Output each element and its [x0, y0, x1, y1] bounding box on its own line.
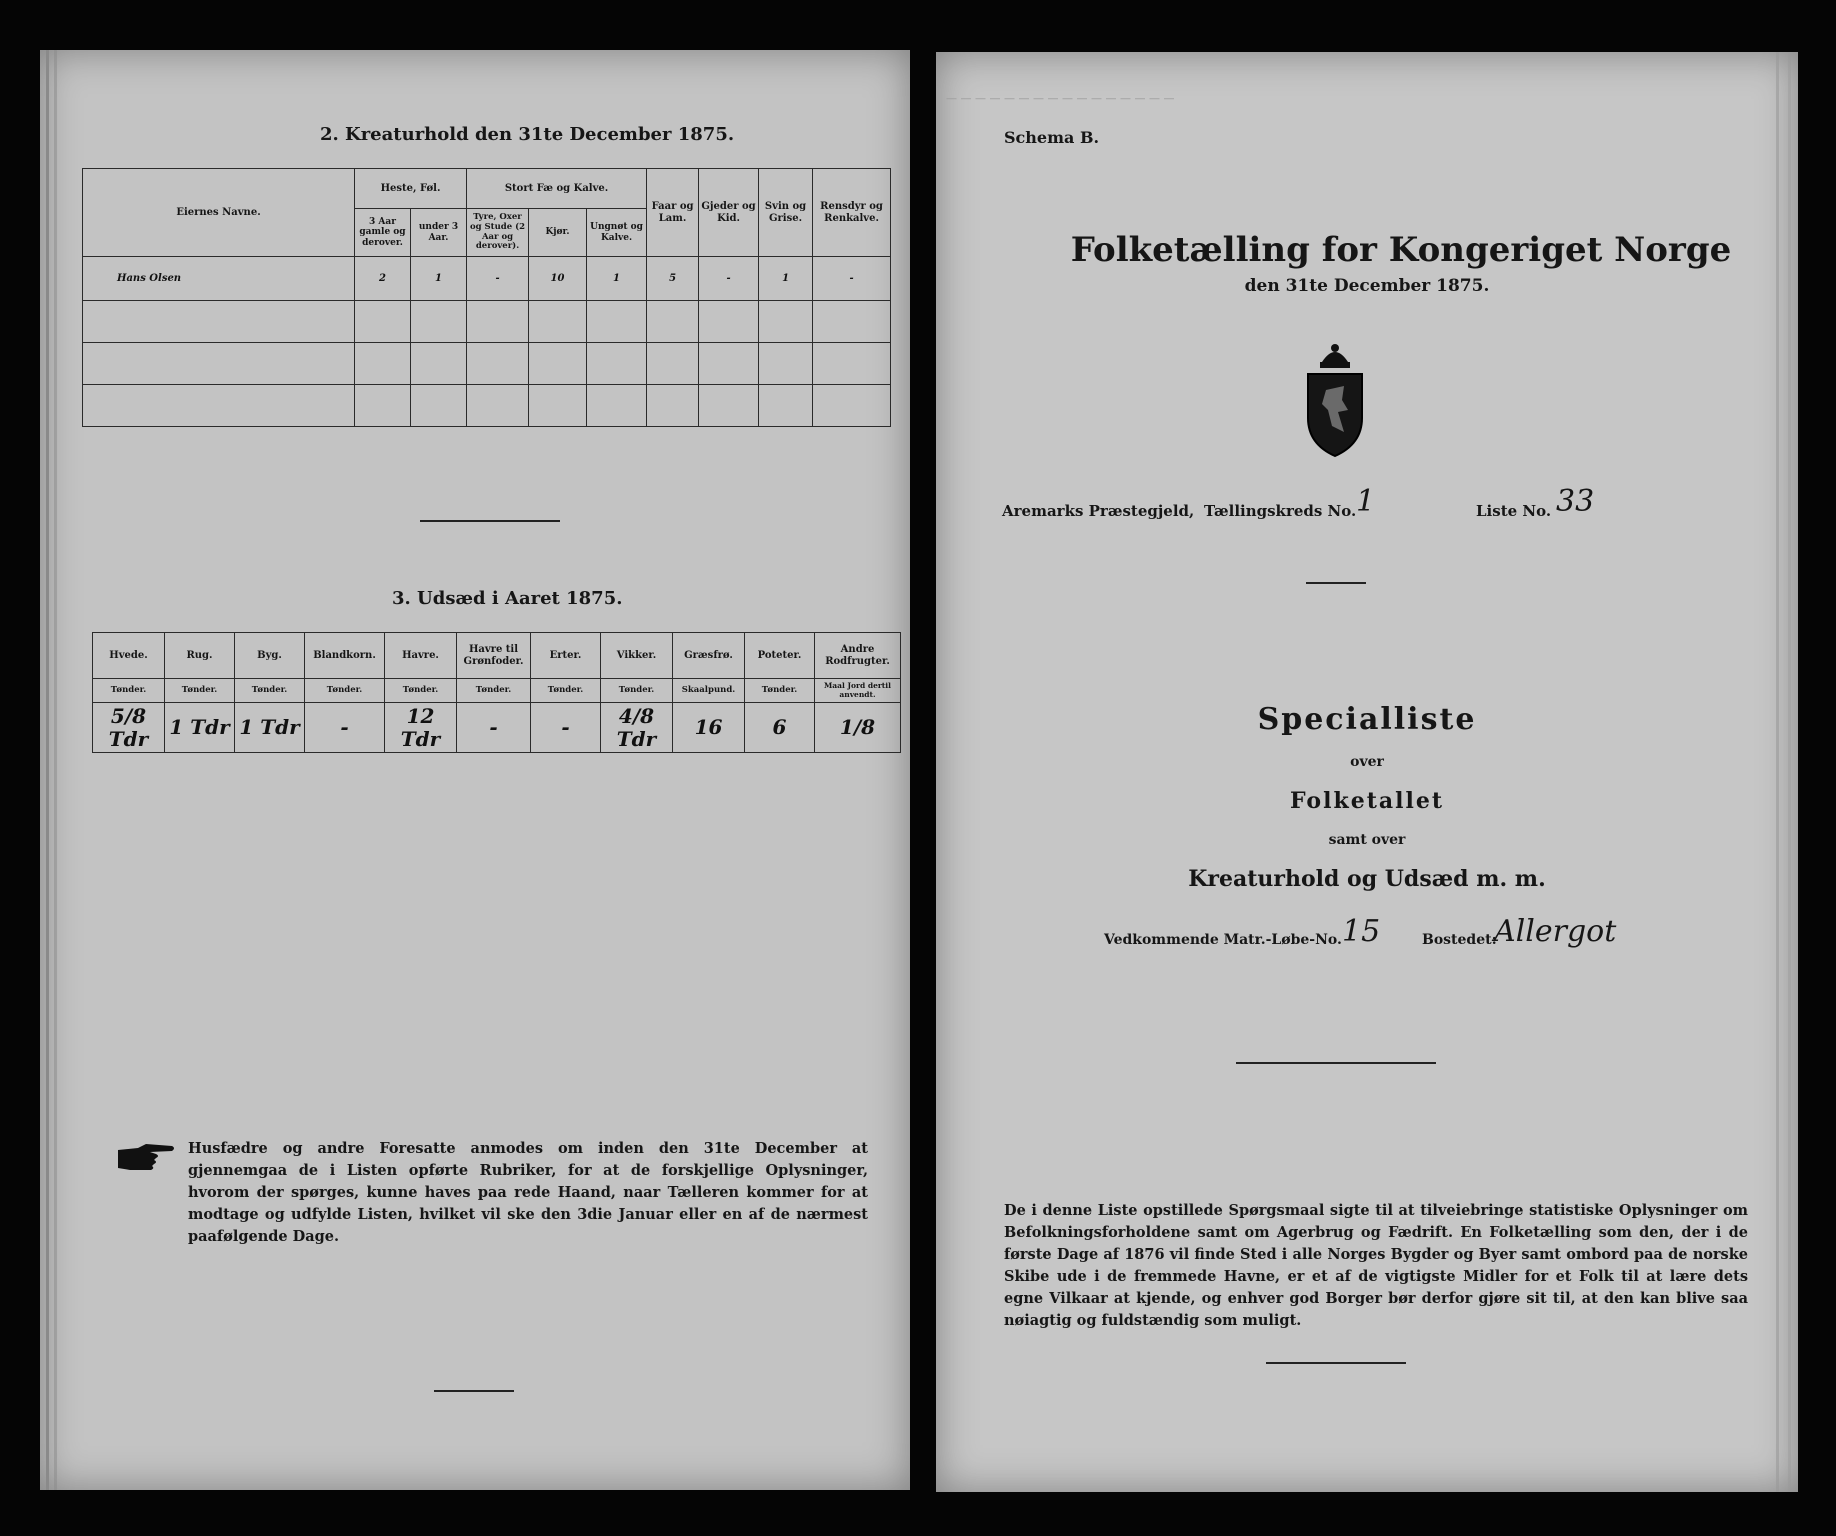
divider [420, 520, 560, 522]
sheep-cell: 5 [647, 257, 699, 301]
bosted-label: Bostedet: [1422, 932, 1497, 948]
samt-over-text: samt over [1328, 832, 1406, 848]
unit-cell: Tønder. [601, 679, 673, 703]
barley-header: Byg. [235, 633, 305, 679]
reindeer-cell: - [813, 257, 891, 301]
unit-cell: Tønder. [745, 679, 815, 703]
sowing-table [92, 632, 901, 753]
mixed-grain-header: Blandkorn. [305, 633, 385, 679]
oats-value: 12 Tdr [385, 703, 457, 753]
vetch-header: Vikker. [601, 633, 673, 679]
bleed-through-text: — — — — — — — — — — — — — — — — [946, 92, 1175, 105]
horses-3plus-header: 3 Aar gamle og derover. [355, 209, 411, 257]
unit-cell: Tønder. [305, 679, 385, 703]
right-page [936, 52, 1798, 1492]
barley-value: 1 Tdr [235, 703, 305, 753]
instruction-notice: Husfædre og andre Foresatte anmodes om inden den 31te December at gjennemgaa de i Listen opførte Rubriker, for at de forskjellige Oplysninger, hvorom der spørges, kunne haves paa rede Haand, naar Tælleren kommer for at modtage og udfylde Listen, hvilket vil ske den 3die Januar eller en af de nærmest paafølgende Dage. [188, 1140, 868, 1245]
bulls-cell: - [467, 257, 529, 301]
folketallet-title: Folketallet [1290, 788, 1444, 814]
page-edge [1776, 52, 1779, 1492]
peas-value: - [531, 703, 601, 753]
table-row [83, 301, 891, 343]
unit-cell: Skaalpund. [673, 679, 745, 703]
pigs-cell: 1 [759, 257, 813, 301]
rye-header: Rug. [165, 633, 235, 679]
reindeer-header: Rensdyr og Renkalve. [813, 169, 891, 257]
section2-title: 2. Kreaturhold den 31te December 1875. [320, 124, 735, 145]
divider [1266, 1362, 1406, 1364]
list-value: 33 [1556, 484, 1595, 519]
list-label: Liste No. [1476, 502, 1552, 520]
schema-label: Schema B. [1004, 128, 1100, 147]
cows-cell: 10 [529, 257, 587, 301]
divider [1306, 582, 1366, 584]
goats-cell: - [699, 257, 759, 301]
page-edge [1788, 52, 1791, 1492]
horses-group-header: Heste, Føl. [355, 169, 467, 209]
kreaturhold-title: Kreaturhold og Udsæd m. m. [1188, 866, 1546, 892]
over-text: over [1350, 754, 1384, 770]
norway-coat-of-arms-icon [1300, 340, 1370, 460]
goats-header: Gjeder og Kid. [699, 169, 759, 257]
unit-cell: Tønder. [385, 679, 457, 703]
horses-3plus-cell: 2 [355, 257, 411, 301]
grass-seed-header: Græsfrø. [673, 633, 745, 679]
horses-under3-cell: 1 [411, 257, 467, 301]
wheat-value: 5/8 Tdr [93, 703, 165, 753]
rye-value: 1 Tdr [165, 703, 235, 753]
unit-cell: Tønder. [457, 679, 531, 703]
bosted-value: Allergot [1494, 914, 1617, 949]
root-crops-header: Andre Rodfrugter. [815, 633, 901, 679]
young-cattle-cell: 1 [587, 257, 647, 301]
district-label: Tællingskreds No. [1204, 502, 1357, 520]
specialliste-title: Specialliste [1257, 702, 1477, 737]
pointing-hand-icon [116, 1140, 176, 1176]
wheat-header: Hvede. [93, 633, 165, 679]
owner-name-header: Eiernes Navne. [83, 169, 355, 257]
table-row [83, 343, 891, 385]
page-edge [46, 50, 49, 1490]
unit-cell: Tønder. [93, 679, 165, 703]
table-row [93, 703, 901, 753]
unit-cell: Tønder. [165, 679, 235, 703]
table-row [83, 385, 891, 427]
potatoes-header: Poteter. [745, 633, 815, 679]
census-date: den 31te December 1875. [1244, 276, 1490, 296]
divider [434, 1390, 514, 1392]
cattle-group-header: Stort Fæ og Kalve. [467, 169, 647, 209]
pigs-header: Svin og Grise. [759, 169, 813, 257]
livestock-table [82, 168, 891, 427]
unit-cell: Tønder. [235, 679, 305, 703]
page-edge [54, 50, 57, 1490]
cows-header: Kjør. [529, 209, 587, 257]
young-cattle-header: Ungnøt og Kalve. [587, 209, 647, 257]
peas-header: Erter. [531, 633, 601, 679]
table-row [83, 257, 891, 301]
green-fodder-oats-header: Havre til Grønfoder. [457, 633, 531, 679]
oats-header: Havre. [385, 633, 457, 679]
unit-cell: Tønder. [531, 679, 601, 703]
divider [1236, 1062, 1436, 1064]
section3-title: 3. Udsæd i Aaret 1875. [392, 588, 623, 609]
green-fodder-oats-value: - [457, 703, 531, 753]
root-crops-value: 1/8 [815, 703, 901, 753]
owner-name-cell: Hans Olsen [83, 257, 355, 301]
left-page [40, 50, 910, 1490]
vetch-value: 4/8 Tdr [601, 703, 673, 753]
parish-label: Aremarks Præstegjeld, [1002, 502, 1195, 520]
matr-value: 15 [1342, 914, 1381, 949]
potatoes-value: 6 [745, 703, 815, 753]
district-value: 1 [1356, 484, 1376, 519]
sheep-header: Faar og Lam. [647, 169, 699, 257]
unit-cell: Maal Jord dertil anvendt. [815, 679, 901, 703]
bulls-header: Tyre, Oxer og Stude (2 Aar og derover). [467, 209, 529, 257]
explanation-paragraph: De i denne Liste opstillede Spørgsmaal sigte til at tilveiebringe statistiske Oplysninger om Befolkningsforholdene samt om Agerbrug og Fædrift. En Folketælling som den, der i de første Dage af 1876 vil finde Sted i alle Norges Bygder og Byer samt ombord paa de norske Skibe ude i de fremmede Havne, er et af de vigtigste Midler for et Folk til at lære dets egne Vilkaar at kjende, og enhver god Borger bør derfor gjøre sit til, at den kan blive saa nøiagtig og fuldstændig som muligt. [1004, 1202, 1748, 1329]
grass-seed-value: 16 [673, 703, 745, 753]
main-title: Folketælling for Kongeriget Norge [1070, 230, 1732, 270]
horses-under3-header: under 3 Aar. [411, 209, 467, 257]
matr-label: Vedkommende Matr.-Løbe-No. [1104, 932, 1342, 948]
mixed-grain-value: - [305, 703, 385, 753]
